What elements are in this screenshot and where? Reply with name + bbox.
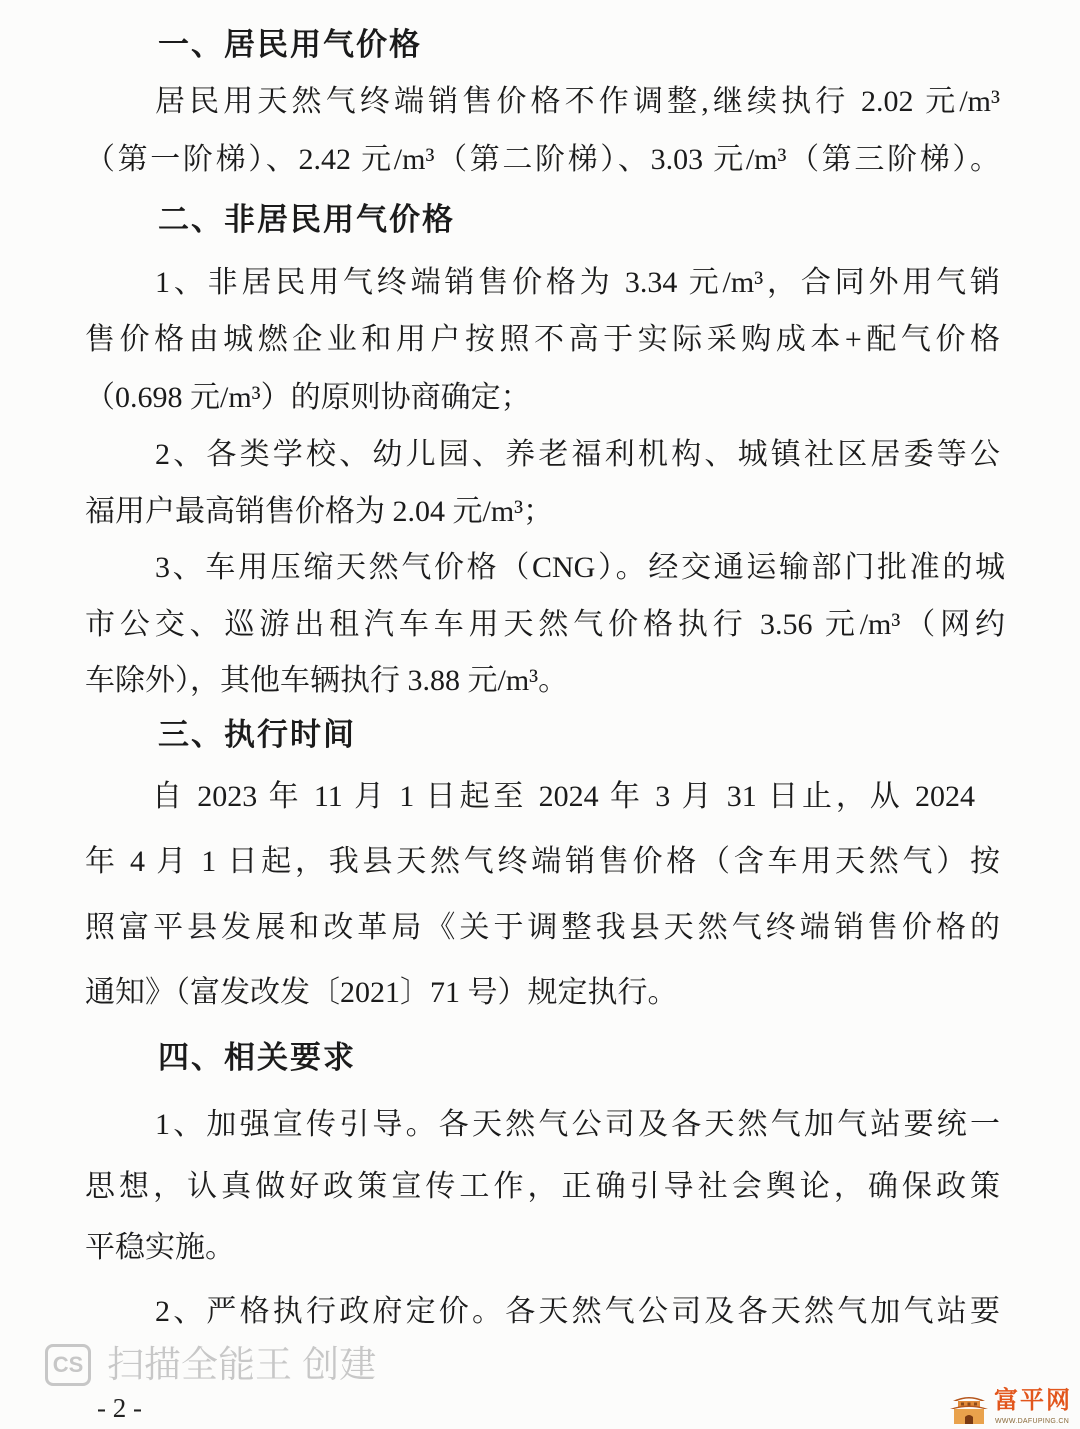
paragraph-line: 居民用天然气终端销售价格不作调整,继续执行 2.02 元/m³ xyxy=(155,85,1000,118)
paragraph-line: 2、严格执行政府定价。各天然气公司及各天然气加气站要 xyxy=(155,1295,1000,1328)
paragraph-line: 照富平县发展和改革局《关于调整我县天然气终端销售价格的 xyxy=(85,911,1000,944)
paragraph-line: 1、非居民用气终端销售价格为 3.34 元/m³，合同外用气销 xyxy=(155,266,1000,299)
paragraph-line: 车除外），其他车辆执行 3.88 元/m³。 xyxy=(85,664,569,697)
paragraph-line: （第一阶梯）、2.42 元/m³（第二阶梯）、3.03 元/m³（第三阶梯）。 xyxy=(85,143,1000,176)
gate-tower-icon xyxy=(948,1388,990,1426)
paragraph-line: 年 4 月 1 日起，我县天然气终端销售价格（含车用天然气）按 xyxy=(85,845,1000,878)
cs-logo-icon: CS xyxy=(45,1344,91,1386)
paragraph-line: 自 2023 年 11 月 1 日起至 2024 年 3 月 31 日止，从 2024 xyxy=(152,780,975,813)
paragraph-line: 市公交、巡游出租汽车车用天然气价格执行 3.56 元/m³（网约 xyxy=(85,608,1005,641)
site-logo xyxy=(946,1386,1076,1428)
scanner-watermark xyxy=(45,1342,405,1388)
section-heading: 四、相关要求 xyxy=(158,1040,356,1075)
paragraph-line: 1、加强宣传引导。各天然气公司及各天然气加气站要统一 xyxy=(155,1108,1000,1141)
site-logo-name: 富平网 xyxy=(994,1387,1072,1414)
paragraph-line: 福用户最高销售价格为 2.04 元/m³； xyxy=(85,495,554,528)
paragraph-line: 思想，认真做好政策宣传工作，正确引导社会舆论，确保政策 xyxy=(85,1170,1000,1203)
page-number: - 2 - xyxy=(97,1393,142,1423)
paragraph-line: （0.698 元/m³）的原则协商确定； xyxy=(85,381,531,414)
paragraph-line: 3、车用压缩天然气价格（CNG）。经交通运输部门批准的城 xyxy=(155,551,1005,584)
section-heading: 一、居民用气价格 xyxy=(158,27,422,62)
section-heading: 三、执行时间 xyxy=(158,717,356,752)
site-logo-domain: WWW.DAFUPING.CN xyxy=(995,1418,1070,1425)
paragraph-line: 售价格由城燃企业和用户按照不高于实际采购成本+配气价格 xyxy=(85,323,1000,356)
paragraph-line: 2、各类学校、幼儿园、养老福利机构、城镇社区居委等公 xyxy=(155,438,1000,471)
paragraph-line: 通知》（富发改发〔2021〕71 号）规定执行。 xyxy=(85,976,678,1009)
paragraph-line: 平稳实施。 xyxy=(85,1231,235,1264)
watermark-text: 扫描全能王 创建 xyxy=(107,1344,377,1385)
section-heading: 二、非居民用气价格 xyxy=(158,202,455,237)
